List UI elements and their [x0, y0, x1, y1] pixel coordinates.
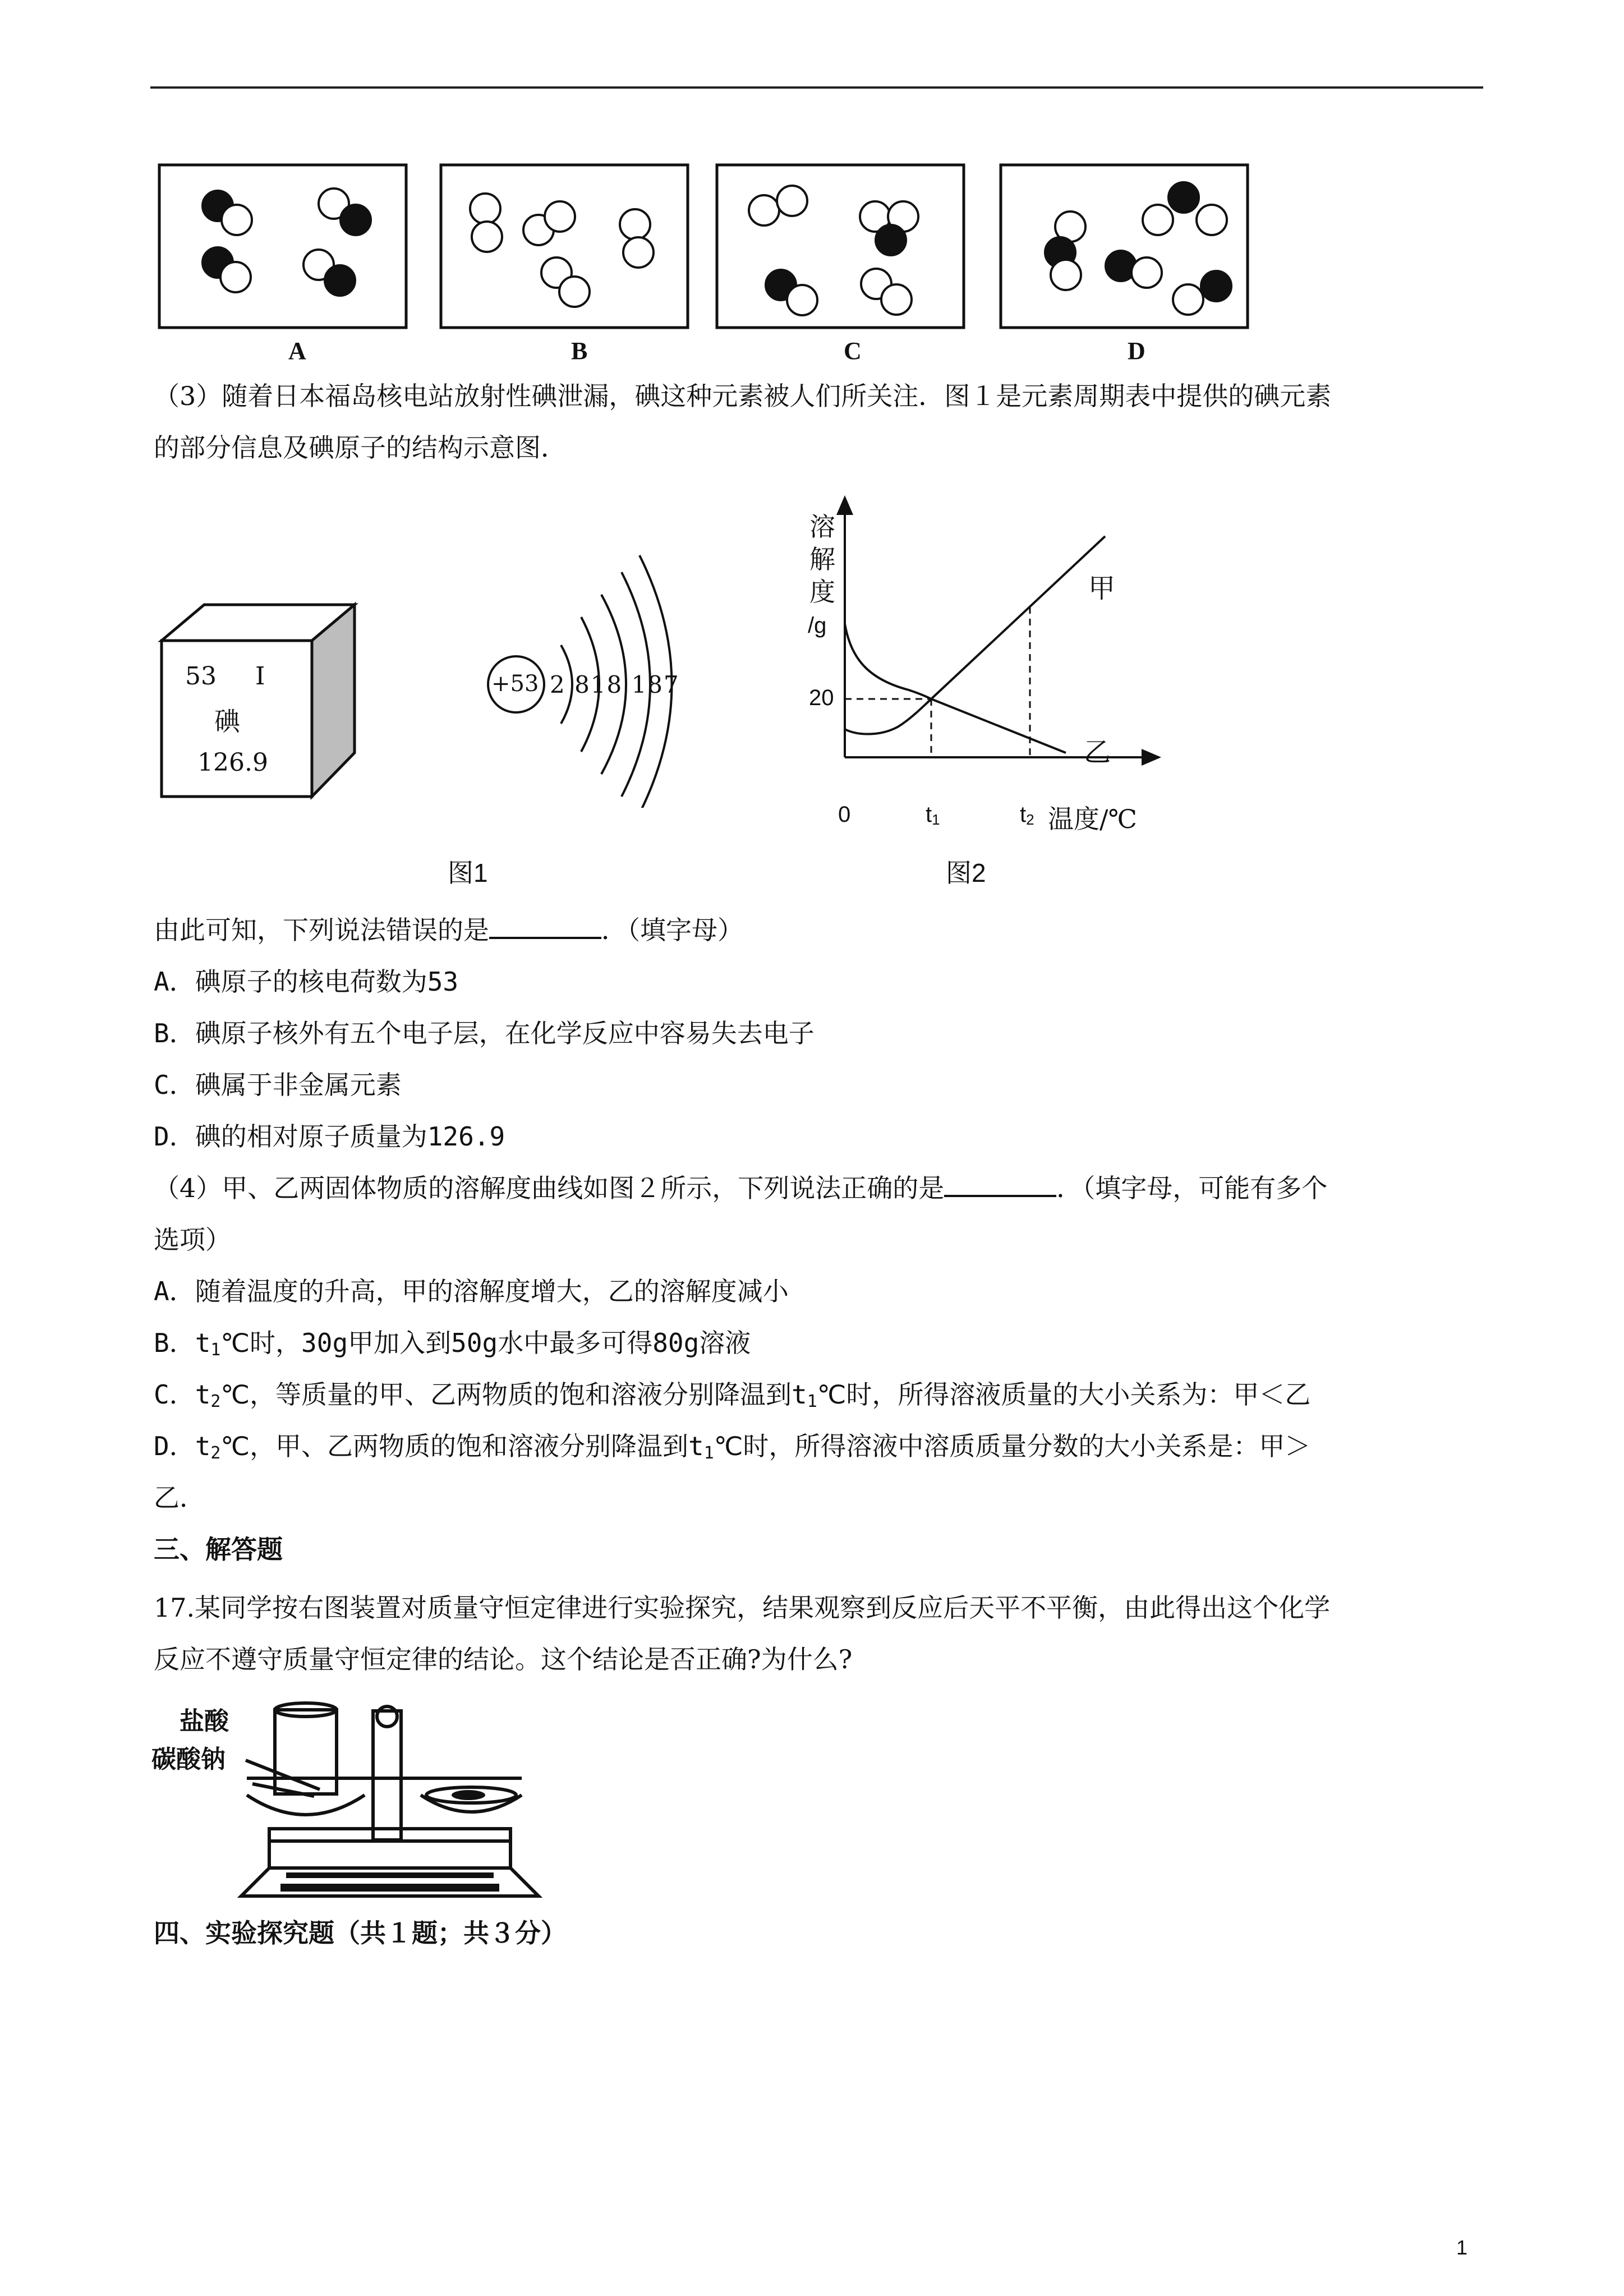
option-label-d: D: [1128, 337, 1145, 365]
q4-option-c-mid: ℃，等质量的甲、乙两物质的饱和溶液分别降温到t: [220, 1379, 807, 1410]
q4-option-b: [154, 1317, 751, 1376]
q3-option-c: C．碘属于非金属元素: [154, 1070, 402, 1100]
solubility-chart: [797, 494, 1189, 841]
q4-option-d-pre: D．t: [154, 1431, 211, 1461]
q4-option-d-sub2: 1: [703, 1443, 714, 1463]
q4-answer-blank: [944, 1172, 1056, 1197]
q3-intro-line2: 的部分信息及碘原子的结构示意图．: [154, 432, 567, 463]
section4-heading: 四、实验探究题（共１题；共３分）: [154, 1918, 567, 1948]
nucleus-charge: +53: [491, 671, 539, 697]
q4-question-line2: 选项）: [154, 1225, 231, 1255]
q4-option-c-sub: 2: [210, 1391, 221, 1411]
fig2-xlabel: 温度/℃: [1048, 804, 1137, 834]
atomic-number: 53: [185, 662, 217, 691]
page-number: 1: [1456, 2236, 1468, 2259]
q3-question: [154, 904, 743, 956]
q4-question-line1: [154, 1162, 1327, 1214]
fig2-t2: t: [1020, 802, 1027, 827]
q4-option-b-pre: B．t: [154, 1328, 211, 1358]
q4-option-d-line2: 乙．: [154, 1483, 205, 1513]
label-hydrochloric-acid: 盐酸: [180, 1707, 229, 1736]
fig2-label-yi: 乙: [1084, 737, 1111, 768]
q4-option-d-post: ℃时，所得溶液中溶质质量分数的大小关系是：甲＞: [714, 1431, 1311, 1461]
fig2-ylabel-4: /g: [808, 613, 827, 638]
fig2-t1-sub: 1: [932, 811, 940, 829]
section3-heading: 三、解答题: [154, 1534, 283, 1565]
fig2-ylabel-2: 解: [809, 544, 835, 574]
q3-intro-line1: （3）随着日本福岛核电站放射性碘泄漏，碘这种元素被人们所关注．图１是元素周期表中提供的碘元素: [154, 381, 1332, 411]
q4-option-a: A．随着温度的升高，甲的溶解度增大，乙的溶解度减小: [154, 1276, 789, 1306]
q3-option-d: D．碘的相对原子质量为126.9: [154, 1121, 505, 1152]
fig2-ylabel-3: 度: [809, 577, 835, 607]
fig2-t2-sub: 2: [1026, 811, 1034, 829]
q4-option-d: [154, 1420, 1310, 1479]
q4-text-post: ．（填字母，可能有多个: [1056, 1173, 1328, 1203]
fig2-label-jia: 甲: [1088, 573, 1116, 604]
q3-answer-blank: [489, 914, 601, 939]
electron-shells: 2 818 187: [550, 671, 680, 698]
y-axis-arrow: [838, 498, 852, 514]
element-name: 碘: [214, 706, 240, 737]
element-symbol: I: [255, 662, 265, 691]
q3-question-text: 由此可知，下列说法错误的是: [154, 915, 489, 945]
q4-option-d-sub: 2: [210, 1443, 221, 1463]
fig2-t2-label: [1020, 802, 1034, 829]
q4-option-b-post: ℃时，30g甲加入到50g水中最多可得80g溶液: [220, 1328, 751, 1358]
label-sodium-carbonate: 碳酸钠: [151, 1745, 226, 1774]
option-label-b: B: [571, 337, 588, 365]
fig2-origin: 0: [838, 802, 851, 827]
q17-line2: 反应不遵守质量守恒定律的结论。这个结论是否正确?为什么?: [154, 1644, 853, 1674]
q4-option-c-sub2: 1: [807, 1391, 817, 1411]
fig2-caption: 图2: [946, 858, 986, 887]
q4-option-b-sub: 1: [210, 1340, 221, 1360]
fig2-ylabel-1: 溶: [809, 512, 835, 542]
q3-option-a: A．碘原子的核电荷数为53: [154, 967, 459, 997]
fig1-caption: 图1: [448, 858, 488, 887]
q3-option-b: B．碘原子核外有五个电子层，在化学反应中容易失去电子: [154, 1018, 815, 1048]
fig2-t1: t: [926, 802, 932, 827]
molecule-options-figure: [151, 157, 1273, 393]
option-label-c: C: [844, 337, 862, 365]
fig2-y-tick-20: 20: [809, 685, 834, 710]
q17-line1: 17.某同学按右图装置对质量守恒定律进行实验探究，结果观察到反应后天平不平衡，由此得出这个化学: [154, 1593, 1331, 1623]
fig2-t1-label: [926, 802, 940, 829]
x-axis-arrow: [1143, 751, 1158, 764]
header-rule: [150, 86, 1483, 89]
q4-option-c: [154, 1369, 1310, 1428]
atomic-mass: 126.9: [197, 748, 268, 777]
q4-option-c-pre: C．t: [154, 1379, 211, 1410]
curve-jia: [845, 536, 1105, 734]
option-label-a: A: [288, 337, 306, 365]
q4-option-d-mid: ℃，甲、乙两物质的饱和溶液分别降温到t: [220, 1431, 704, 1461]
q4-text-pre: （4）甲、乙两固体物质的溶解度曲线如图２所示，下列说法正确的是: [154, 1173, 945, 1203]
q4-option-c-post: ℃时，所得溶液质量的大小关系为：甲＜乙: [817, 1379, 1311, 1410]
q3-question-tail: ．（填字母）: [601, 915, 743, 945]
